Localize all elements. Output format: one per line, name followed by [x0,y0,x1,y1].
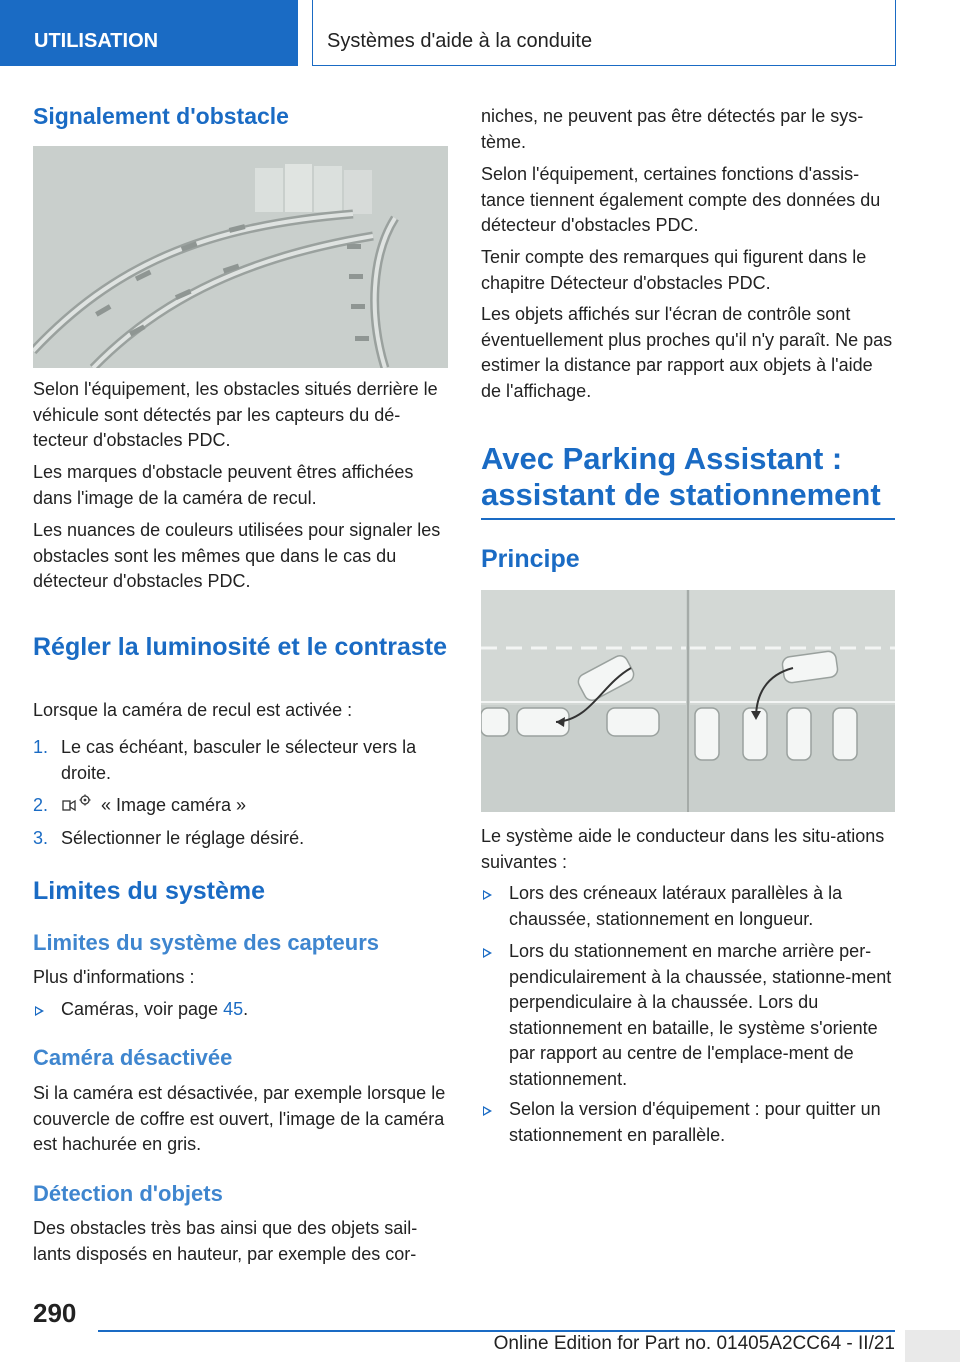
chapter-title: Systèmes d'aide à la conduite [312,0,896,66]
step-number: 1. [33,737,49,757]
heading-regler: Régler la luminosité et le contraste [33,633,448,661]
bullet-text: Caméras, voir page [61,999,219,1019]
step-text: Sélectionner le réglage désiré. [61,828,305,848]
paragraph: Les marques d'obstacle peuvent êtres affichées dans l'image de la caméra de recul. [33,462,414,508]
paragraph: Si la caméra est désactivée, par exemple lorsque le couvercle de coffre est ouvert, l'image de la caméra est hachurée en gris. [33,1083,446,1154]
heading-parking-assistant: Avec Parking Assistant : assistant de stationnement [481,441,881,512]
page-number: 290 [33,1298,77,1328]
bullet-triangle-icon [483,948,492,958]
parking-assistant-illustration [481,590,895,812]
heading-desactivee: Caméra désactivée [33,1045,233,1070]
list-item [481,939,895,1092]
list-item [33,826,448,852]
bullet-text: Lors du stationnement en marche arrière per‐pendiculairement à la chaussée, stationne‐ment perpendiculaire à la chaussée. Lors du stationnement en bataille, le système s'oriente par rapport au centre de l'emplace‐ment de stationnement. [509,941,892,1089]
page-header [0,0,960,66]
camera-settings-icon [61,793,95,815]
page-link[interactable]: 45 [223,999,244,1019]
paragraph: Le système aide le conducteur dans les situ‐ations suivantes : [481,826,885,872]
list-item [33,997,448,1023]
step-text: « Image caméra » [101,795,247,815]
step-number: 2. [33,795,49,815]
section-tab: UTILISATION [0,0,298,66]
watermark-box [905,1330,960,1362]
bullet-text-end: . [243,999,249,1019]
rear-camera-illustration [33,146,448,368]
paragraph: Tenir compte des remarques qui figurent dans le chapitre Détecteur d'obstacles PDC. [481,247,867,293]
footer-rule [98,1330,895,1332]
paragraph: Les objets affichés sur l'écran de contrôle sont éventuellement plus proches qu'il n'y paraît. Ne pas estimer la distance par rapport aux objets à l'aide de l'affichage. [481,304,893,401]
list-item [481,1097,895,1148]
heading-underline [481,518,895,520]
bullet-triangle-icon [483,1106,492,1116]
paragraph: Selon l'équipement, les obstacles situés derrière le véhicule sont détectés par les capteurs du dé‐tecteur d'obstacles PDC. [33,379,438,450]
paragraph: Plus d'informations : [33,967,195,987]
paragraph: Des obstacles très bas ainsi que des objets sail‐lants disposés en hauteur, par exemple des cor‐ [33,1218,418,1264]
list-item [33,735,448,786]
bullet-triangle-icon [35,1006,44,1016]
list-item [481,881,895,932]
paragraph: Selon l'équipement, certaines fonctions d'assis‐tance tiennent également compte des données du détecteur d'obstacles PDC. [481,164,881,235]
heading-detection: Détection d'objets [33,1181,223,1206]
bullet-triangle-icon [483,890,492,900]
bullet-text: Lors des créneaux latéraux parallèles à la chaussée, stationnement en longueur. [509,883,843,929]
bullet-text: Selon la version d'équipement : pour quitter un stationnement en parallèle. [509,1099,881,1145]
paragraph: Lorsque la caméra de recul est activée : [33,700,353,720]
paragraph: Les nuances de couleurs utilisées pour signaler les obstacles sont les mêmes que dans le cas du détecteur d'obstacles PDC. [33,520,441,591]
edition-text: Online Edition for Part no. 01405A2CC64 - II/21 [493,1333,895,1354]
heading-capteurs: Limites du système des capteurs [33,930,380,955]
heading-principe: Principe [481,545,580,573]
step-number: 3. [33,828,49,848]
list-item [33,793,448,819]
heading-limites: Limites du système [33,877,266,905]
heading-signalement: Signalement d'obstacle [33,103,289,129]
paragraph: niches, ne peuvent pas être détectés par le sys‐tème. [481,106,864,152]
step-text: Le cas échéant, basculer le sélecteur vers la droite. [61,737,417,783]
